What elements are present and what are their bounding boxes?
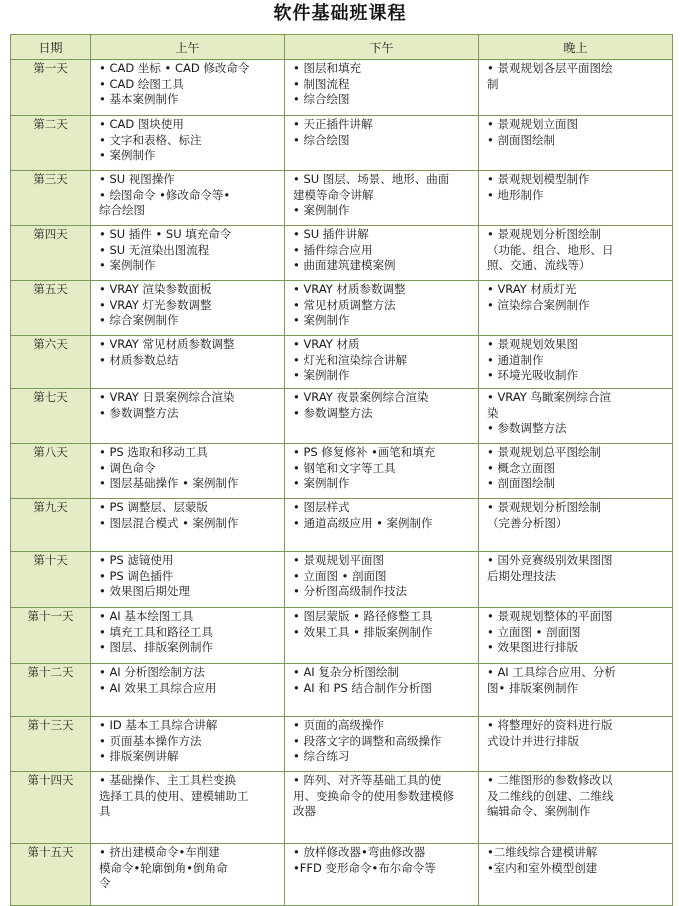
- cell-line: • CAD 绘图工具: [99, 76, 184, 91]
- cell-line: •室内和室外模型创建: [487, 860, 598, 875]
- table-row: [11, 664, 673, 717]
- cell-line: • 页面基本操作方法: [99, 733, 202, 748]
- evening-cell: [479, 60, 673, 116]
- cell-line: • 效果图进行排版: [487, 640, 578, 654]
- cell-line: • 国外竞赛级别效果图图: [487, 553, 613, 567]
- cell-line: • VRAY 夜景案例综合渲染: [293, 390, 429, 404]
- cell-line: • VRAY 材质参数调整: [293, 282, 406, 296]
- cell-line: 令: [99, 876, 111, 890]
- evening-cell: [479, 226, 673, 281]
- day-label: 第二天: [11, 116, 91, 171]
- table-row: [11, 608, 673, 664]
- cell-line: 改器: [293, 804, 316, 818]
- afternoon-cell: [285, 844, 479, 906]
- morning-cell: [91, 608, 285, 664]
- table-row: [11, 444, 673, 499]
- cell-line: • 页面的高级操作: [293, 718, 384, 732]
- table-row: [11, 281, 673, 336]
- cell-line: • 案例制作: [293, 476, 350, 490]
- afternoon-cell: [285, 281, 479, 336]
- cell-line: • PS 调整层、层蒙版: [99, 500, 208, 514]
- day-label: 第十一天: [11, 608, 91, 664]
- course-schedule-table: [10, 34, 673, 906]
- morning-cell: [91, 171, 285, 226]
- evening-cell: [479, 844, 673, 906]
- cell-line: • 景观规划效果图: [487, 337, 578, 351]
- evening-cell: [479, 717, 673, 772]
- cell-line: • VRAY 常见材质参数调整: [99, 337, 235, 351]
- cell-line: 照、交通、流线等）: [487, 258, 591, 272]
- cell-line: • SU 图层、场景、地形、曲面: [293, 172, 450, 186]
- afternoon-cell: [285, 608, 479, 664]
- cell-line: • SU 插件 • SU 填充命令: [99, 227, 232, 241]
- cell-line: • VRAY 材质灯光: [487, 282, 577, 296]
- cell-line: • 调色命令: [99, 460, 156, 475]
- cell-line: • 段落文字的调整和高级操作: [293, 733, 442, 748]
- header-afternoon: 下午: [285, 35, 479, 60]
- day-label: 第九天: [11, 499, 91, 552]
- cell-line: 综合绘图: [99, 203, 145, 217]
- cell-line: • 立面图 • 剖面图: [487, 624, 581, 639]
- day-label: 第十二天: [11, 664, 91, 717]
- cell-line: • 灯光和渲染综合讲解: [293, 352, 407, 367]
- day-label: 第十五天: [11, 844, 91, 906]
- cell-line: 建模等命令讲解: [293, 187, 374, 202]
- morning-cell: [91, 844, 285, 906]
- cell-line: • 渲染综合案例制作: [487, 297, 590, 312]
- cell-line: • AI 和 PS 结合制作分析图: [293, 680, 432, 695]
- cell-line: • 立面图 • 剖面图: [293, 568, 387, 583]
- cell-line: • 参数调整方法: [99, 405, 179, 420]
- day-label: 第十天: [11, 552, 91, 608]
- cell-line: • PS 滤镜使用: [99, 553, 174, 567]
- cell-line: • VRAY 鸟瞰案例综合渲: [487, 390, 611, 404]
- day-label: 第十三天: [11, 717, 91, 772]
- table-row: [11, 772, 673, 844]
- evening-cell: [479, 499, 673, 552]
- cell-line: • 图层蒙版 • 路径修整工具: [293, 609, 433, 623]
- cell-line: • 图层样式: [293, 500, 350, 514]
- schedule-body: [11, 60, 673, 906]
- cell-line: • 景观规划立面图: [487, 117, 578, 131]
- day-label: 第八天: [11, 444, 91, 499]
- cell-line: • 景观规划模型制作: [487, 172, 590, 186]
- afternoon-cell: [285, 664, 479, 717]
- cell-line: • 曲面建筑建模案例: [293, 258, 396, 272]
- morning-cell: [91, 116, 285, 171]
- cell-line: • 综合绘图: [293, 132, 350, 147]
- cell-line: • SU 视图操作: [99, 172, 175, 186]
- cell-line: • AI 效果工具综合应用: [99, 680, 217, 695]
- cell-line: • PS 选取和移动工具: [99, 445, 208, 459]
- table-row: [11, 336, 673, 389]
- cell-line: • VRAY 材质: [293, 337, 360, 351]
- cell-line: • 案例制作: [99, 148, 156, 162]
- document-title: 软件基础班课程: [273, 3, 407, 24]
- morning-cell: [91, 226, 285, 281]
- cell-line: • VRAY 灯光参数调整: [99, 297, 212, 312]
- cell-line: • 案例制作: [293, 203, 350, 217]
- cell-line: • ID 基本工具综合讲解: [99, 718, 218, 732]
- cell-line: • PS 修复修补 •画笔和填充: [293, 445, 436, 459]
- cell-line: • AI 分析图绘制方法: [99, 665, 205, 679]
- cell-line: • 剖面图绘制: [487, 476, 555, 490]
- morning-cell: [91, 389, 285, 444]
- evening-cell: [479, 552, 673, 608]
- day-label: 第六天: [11, 336, 91, 389]
- afternoon-cell: [285, 772, 479, 844]
- cell-line: • 案例制作: [293, 313, 350, 327]
- evening-cell: [479, 281, 673, 336]
- cell-line: • 插件综合应用: [293, 242, 373, 257]
- table-row: [11, 171, 673, 226]
- cell-line: • 景观规划分析图绘制: [487, 227, 601, 241]
- evening-cell: [479, 444, 673, 499]
- cell-line: • 图层基础操作 • 案例制作: [99, 476, 239, 490]
- morning-cell: [91, 499, 285, 552]
- cell-line: • 景观规划平面图: [293, 553, 384, 567]
- cell-line: • 将整理好的资料进行版: [487, 718, 613, 732]
- afternoon-cell: [285, 226, 479, 281]
- cell-line: • 综合练习: [293, 749, 350, 763]
- cell-line: • 图层、排版案例制作: [99, 640, 213, 654]
- cell-line: • 通道高级应用 • 案例制作: [293, 515, 433, 530]
- morning-cell: [91, 772, 285, 844]
- morning-cell: [91, 664, 285, 717]
- cell-line: • 文字和表格、标注: [99, 132, 202, 147]
- cell-line: 后期处理技法: [487, 568, 556, 583]
- header-date: 日期: [11, 35, 91, 60]
- cell-line: • 制图流程: [293, 76, 350, 91]
- morning-cell: [91, 60, 285, 116]
- cell-line: • 图层和填充: [293, 61, 361, 75]
- afternoon-cell: [285, 717, 479, 772]
- morning-cell: [91, 552, 285, 608]
- cell-line: 选择工具的使用、建模辅助工: [99, 788, 249, 803]
- afternoon-cell: [285, 389, 479, 444]
- cell-line: • 分析图高级制作技法: [293, 584, 407, 598]
- evening-cell: [479, 116, 673, 171]
- cell-line: 用、变换命令的使用参数建模修: [293, 788, 454, 803]
- morning-cell: [91, 281, 285, 336]
- cell-line: • 参数调整方法: [293, 405, 373, 420]
- header-row: [11, 35, 673, 60]
- evening-cell: [479, 389, 673, 444]
- cell-line: • 排版案例讲解: [99, 749, 179, 763]
- cell-line: • 阵列、对齐等基础工具的使: [293, 773, 442, 787]
- cell-line: 图• 排版案例制作: [487, 680, 578, 695]
- cell-line: • 填充工具和路径工具: [99, 624, 213, 639]
- cell-line: • 基本案例制作: [99, 92, 179, 106]
- cell-line: • 综合绘图: [293, 92, 350, 106]
- table-row: [11, 226, 673, 281]
- cell-line: • 放样修改器•弯曲修改器: [293, 845, 426, 859]
- day-label: 第七天: [11, 389, 91, 444]
- cell-line: • 材质参数总结: [99, 352, 179, 367]
- cell-line: • 图层混合模式 • 案例制作: [99, 515, 239, 530]
- afternoon-cell: [285, 336, 479, 389]
- cell-line: •FFD 变形命令•布尔命令等: [293, 860, 436, 875]
- cell-line: • 绘图命令 •修改命令等•: [99, 187, 231, 202]
- cell-line: • 天正插件讲解: [293, 117, 373, 131]
- cell-line: • 综合案例制作: [99, 313, 179, 327]
- cell-line: • 效果图后期处理: [99, 584, 190, 598]
- afternoon-cell: [285, 552, 479, 608]
- morning-cell: [91, 717, 285, 772]
- cell-line: • 基础操作、主工具栏变换: [99, 773, 236, 787]
- cell-line: • 地形制作: [487, 187, 544, 202]
- cell-line: • VRAY 渲染参数面板: [99, 282, 212, 296]
- evening-cell: [479, 664, 673, 717]
- morning-cell: [91, 444, 285, 499]
- cell-line: • 常见材质调整方法: [293, 297, 396, 312]
- cell-line: • 案例制作: [99, 258, 156, 272]
- cell-line: • 景观规划总平图绘制: [487, 445, 601, 459]
- cell-line: 式设计并进行排版: [487, 733, 579, 748]
- cell-line: • 参数调整方法: [487, 421, 567, 435]
- afternoon-cell: [285, 444, 479, 499]
- table-row: [11, 717, 673, 772]
- header-evening: 晚上: [479, 35, 673, 60]
- cell-line: • CAD 坐标 • CAD 修改命令: [99, 61, 250, 75]
- evening-cell: [479, 772, 673, 844]
- cell-line: • VRAY 日景案例综合渲染: [99, 390, 235, 404]
- day-label: 第一天: [11, 60, 91, 116]
- cell-line: 制: [487, 76, 499, 91]
- header-morning: 上午: [91, 35, 285, 60]
- cell-line: • 概念立面图: [487, 460, 555, 475]
- evening-cell: [479, 336, 673, 389]
- cell-line: • 案例制作: [293, 368, 350, 382]
- afternoon-cell: [285, 499, 479, 552]
- table-row: [11, 499, 673, 552]
- cell-line: • 挤出建模命令•车削建: [99, 845, 220, 859]
- table-row: [11, 60, 673, 116]
- cell-line: • 效果工具 • 排版案例制作: [293, 624, 433, 639]
- cell-line: • SU 无渲染出图流程: [99, 242, 210, 257]
- cell-line: 具: [99, 804, 111, 818]
- morning-cell: [91, 336, 285, 389]
- cell-line: • 二维图形的参数修改以: [487, 773, 613, 787]
- cell-line: • 景观规划各层平面图绘: [487, 61, 613, 75]
- day-label: 第三天: [11, 171, 91, 226]
- cell-line: • AI 工具综合应用、分析: [487, 665, 616, 679]
- afternoon-cell: [285, 60, 479, 116]
- cell-line: • 景观规划整体的平面图: [487, 609, 613, 623]
- table-row: [11, 116, 673, 171]
- cell-line: • 通道制作: [487, 352, 544, 367]
- cell-line: •二维线综合建模讲解: [487, 845, 598, 859]
- day-label: 第四天: [11, 226, 91, 281]
- table-row: [11, 389, 673, 444]
- day-label: 第五天: [11, 281, 91, 336]
- cell-line: • 环境光吸收制作: [487, 368, 578, 382]
- afternoon-cell: [285, 116, 479, 171]
- afternoon-cell: [285, 171, 479, 226]
- cell-line: • AI 复杂分析图绘制: [293, 665, 399, 679]
- cell-line: 染: [487, 405, 499, 420]
- evening-cell: [479, 608, 673, 664]
- cell-line: （功能、组合、地形、日: [487, 242, 614, 257]
- cell-line: 编辑命令、案例制作: [487, 804, 591, 818]
- cell-line: • CAD 图块使用: [99, 117, 184, 131]
- day-label: 第十四天: [11, 772, 91, 844]
- cell-line: • 景观规划分析图绘制: [487, 500, 601, 514]
- cell-line: • PS 调色插件: [99, 568, 174, 583]
- table-row: [11, 552, 673, 608]
- cell-line: （完善分析图）: [487, 515, 568, 530]
- cell-line: 模命令•轮廓倒角•倒角命: [99, 860, 228, 875]
- cell-line: • 剖面图绘制: [487, 132, 555, 147]
- cell-line: • 钢笔和文字等工具: [293, 460, 396, 475]
- table-row: [11, 844, 673, 906]
- cell-line: • AI 基本绘图工具: [99, 609, 194, 623]
- evening-cell: [479, 171, 673, 226]
- cell-line: 及二维线的创建、二维线: [487, 788, 614, 803]
- cell-line: • SU 插件讲解: [293, 227, 369, 241]
